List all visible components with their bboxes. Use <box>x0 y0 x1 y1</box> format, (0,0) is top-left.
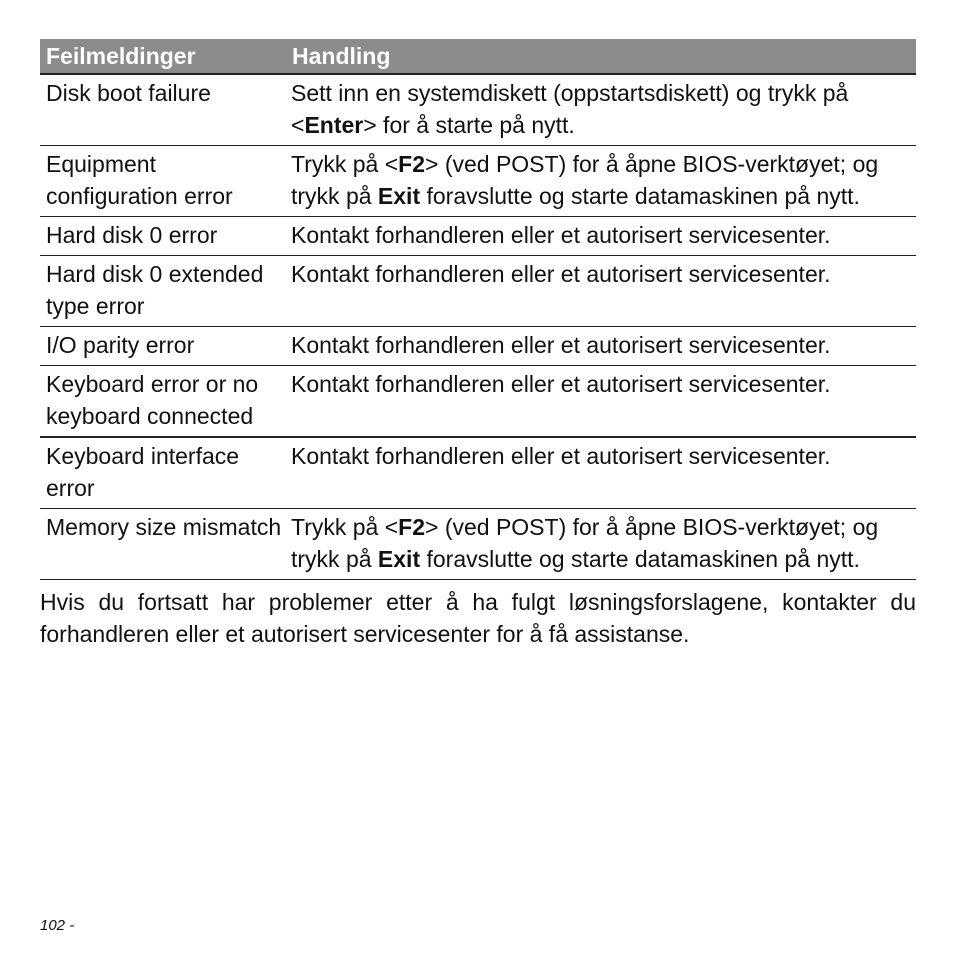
action-text: > for å starte på nytt. <box>363 112 575 138</box>
action-key-exit: Exit <box>377 183 421 209</box>
error-cell: Equipment configuration error <box>40 146 286 217</box>
header-error-messages: Feilmeldinger <box>40 39 286 74</box>
action-key-enter: Enter <box>304 112 364 138</box>
table-row <box>40 74 916 146</box>
error-cell: Disk boot failure <box>40 74 286 146</box>
header-action: Handling <box>286 39 916 74</box>
document-page <box>40 39 916 673</box>
action-cell: Kontakt forhandleren eller et autorisert servicesenter. <box>286 437 916 509</box>
table-header-row <box>40 39 916 74</box>
action-text: foravslutte og starte datamaskinen på nytt. <box>420 546 860 572</box>
table-row <box>40 366 916 438</box>
action-key-exit: Exit <box>377 546 421 572</box>
action-text: > (ved POST) for å åpne BIOS-verktøyet; og trykk på <box>291 514 879 572</box>
action-text: Trykk på < <box>291 151 399 177</box>
table-row <box>40 327 916 366</box>
table-row <box>40 509 916 580</box>
action-text: Trykk på < <box>291 514 399 540</box>
action-text: foravslutte og starte datamaskinen på nytt. <box>420 183 860 209</box>
table-row <box>40 217 916 256</box>
action-cell: Kontakt forhandleren eller et autorisert servicesenter. <box>286 366 916 438</box>
action-cell: Kontakt forhandleren eller et autorisert servicesenter. <box>286 256 916 327</box>
error-cell: Hard disk 0 extended type error <box>40 256 286 327</box>
action-text: Sett inn en systemdiskett (oppstartsdiskett) og trykk på < <box>291 80 849 138</box>
action-key-f2: F2 <box>398 514 425 540</box>
error-cell: Hard disk 0 error <box>40 217 286 256</box>
table-row <box>40 437 916 509</box>
action-cell: Kontakt forhandleren eller et autorisert servicesenter. <box>286 217 916 256</box>
error-cell: Keyboard interface error <box>40 437 286 509</box>
action-key-f2: F2 <box>398 151 425 177</box>
error-cell: I/O parity error <box>40 327 286 366</box>
action-cell <box>286 74 916 146</box>
action-text: > (ved POST) for å åpne BIOS-verktøyet; og trykk på <box>291 151 879 209</box>
error-cell: Keyboard error or no keyboard connected <box>40 366 286 438</box>
table-row <box>40 146 916 217</box>
error-message-table <box>40 39 916 580</box>
help-paragraph: Hvis du fortsatt har problemer etter å ha fulgt løsningsforslagene, kontakter du forhandleren eller et autorisert servicesenter for å få assistanse. <box>40 589 916 647</box>
table-row <box>40 256 916 327</box>
error-cell: Memory size mismatch <box>40 509 286 580</box>
action-cell <box>286 509 916 580</box>
action-cell <box>286 146 916 217</box>
page-number: 102 - <box>40 917 75 934</box>
action-cell: Kontakt forhandleren eller et autorisert servicesenter. <box>286 327 916 366</box>
